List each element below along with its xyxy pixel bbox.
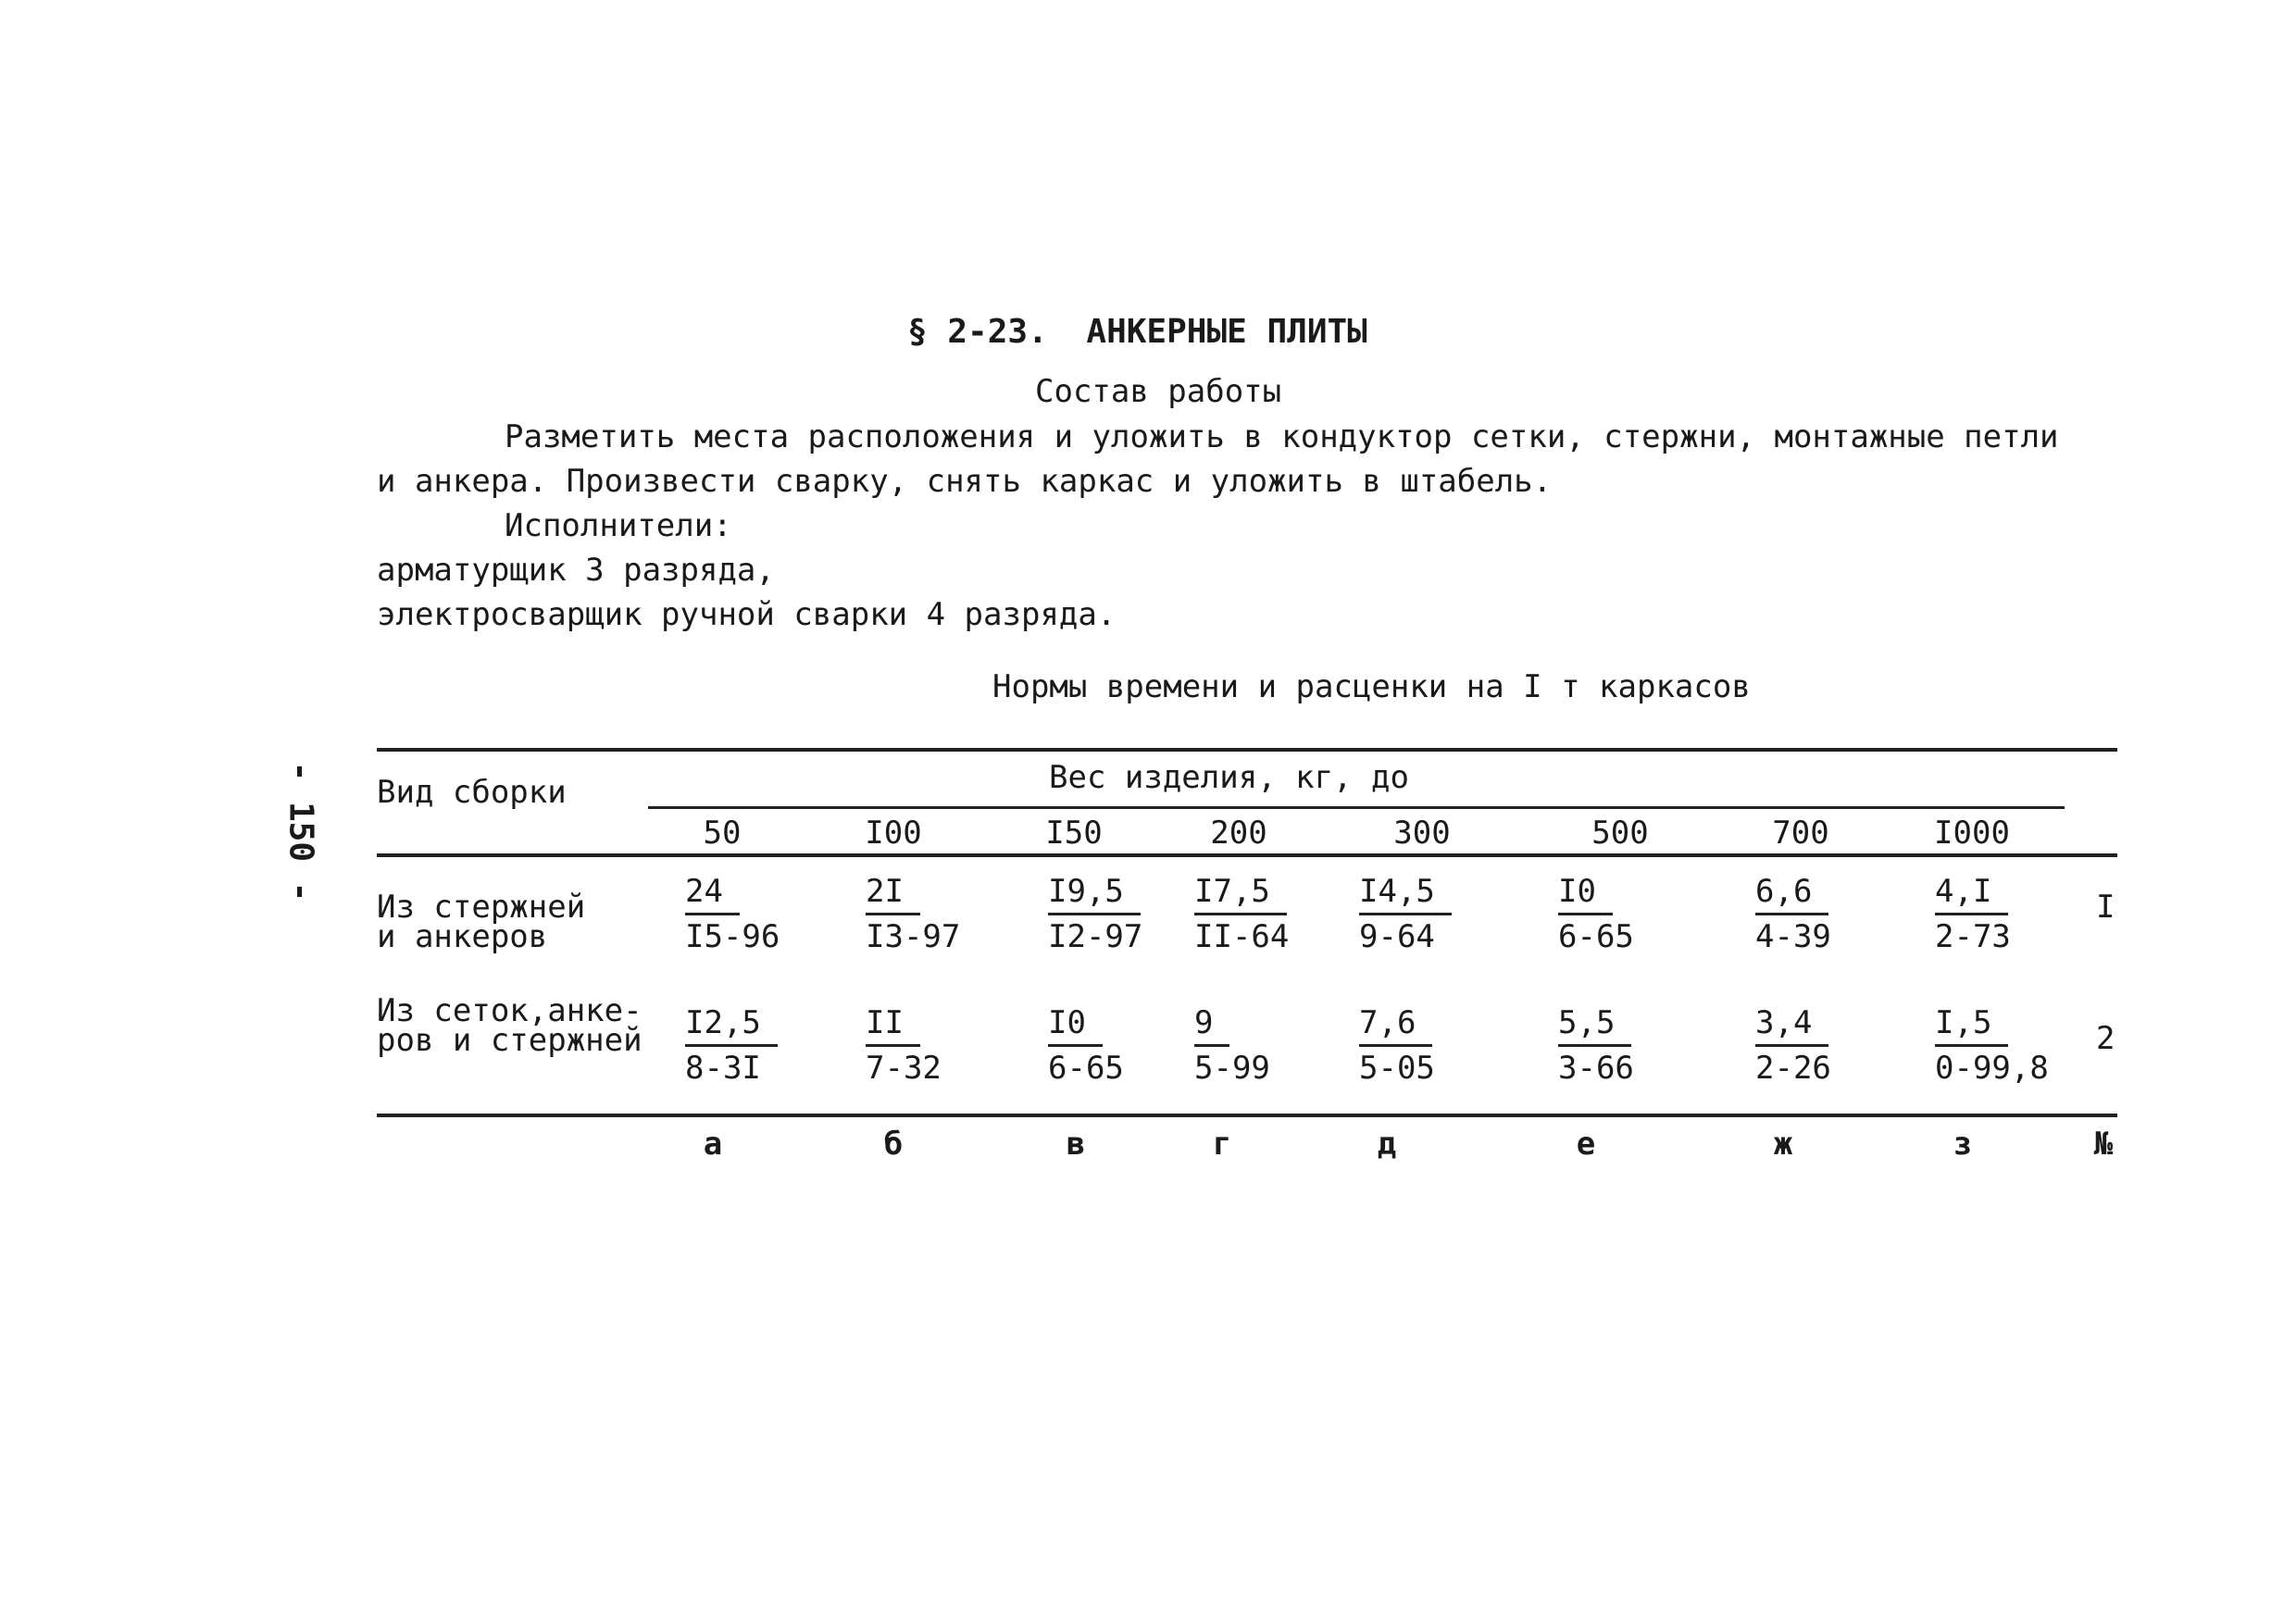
column-header: 500 — [1591, 815, 1649, 852]
rate-value: I2-97 — [1048, 918, 1143, 955]
column-letter: д — [1377, 1126, 1397, 1163]
row-label — [377, 889, 586, 955]
norm-value: 9 — [1194, 1002, 1229, 1047]
table-cell — [1755, 870, 1831, 958]
column-letter: ж — [1773, 1126, 1793, 1163]
norm-value: 3,4 — [1755, 1002, 1828, 1047]
table-cell — [1194, 1002, 1270, 1089]
table-cell — [1194, 870, 1289, 958]
group-rule — [648, 806, 2065, 809]
section-heading — [907, 313, 1367, 351]
page-number-text: - 150 - — [281, 761, 320, 902]
column-letter: г — [1212, 1126, 1232, 1163]
norm-value: I2,5 — [685, 1002, 778, 1047]
norm-value: 4,I — [1935, 870, 2008, 915]
norm-value: 6,6 — [1755, 870, 1828, 915]
work-line-2: и анкера. Произвести сварку, снять каркас и уложить в штабель. — [377, 463, 1553, 500]
section-number: § 2-23. — [907, 313, 1048, 351]
column-letter: б — [883, 1126, 904, 1163]
rate-value: 9-64 — [1359, 918, 1435, 955]
rate-value: II-64 — [1194, 918, 1290, 955]
row-label-line: ров и стержней — [377, 1022, 643, 1059]
row-label — [377, 992, 643, 1059]
table-cell — [866, 870, 960, 958]
rate-value: I3-97 — [866, 918, 961, 955]
column-letter: а — [703, 1126, 723, 1163]
table-cell — [1359, 1002, 1435, 1089]
rate-value: 8-3I — [685, 1050, 761, 1087]
norm-value: II — [866, 1002, 920, 1047]
column-letter: з — [1953, 1126, 1973, 1163]
column-letter: е — [1576, 1126, 1596, 1163]
performers-heading: Исполнители: — [505, 507, 732, 544]
rate-value: 6-65 — [1558, 918, 1634, 955]
table-cell — [685, 870, 780, 958]
table-caption: Нормы времени и расценки на I т каркасов — [992, 668, 1751, 705]
column-header: 200 — [1210, 815, 1267, 852]
row-label-line: Из сеток,анке- — [377, 992, 643, 1029]
norm-value: 2I — [866, 870, 920, 915]
row-header: Вид сборки — [377, 774, 567, 811]
norm-value: I7,5 — [1194, 870, 1287, 915]
rate-value: 3-66 — [1558, 1050, 1634, 1087]
rate-value: 5-05 — [1359, 1050, 1435, 1087]
norm-value: I0 — [1048, 1002, 1103, 1047]
row-number: I — [2096, 889, 2115, 926]
table-cell — [1755, 1002, 1831, 1089]
rate-value: 2-73 — [1935, 918, 2011, 955]
section-title: АНКЕРНЫЕ ПЛИТЫ — [1086, 313, 1367, 351]
rate-value: I5-96 — [685, 918, 780, 955]
performer-1: арматурщик 3 разряда, — [377, 552, 775, 589]
rate-value: 4-39 — [1755, 918, 1831, 955]
norm-value: I,5 — [1935, 1002, 2008, 1047]
norm-value: 24 — [685, 870, 740, 915]
column-header: I50 — [1045, 815, 1103, 852]
performer-2: электросварщик ручной сварки 4 разряда. — [377, 596, 1117, 633]
norm-value: I9,5 — [1048, 870, 1141, 915]
table-cell — [1935, 1002, 2049, 1089]
table-top-rule — [377, 748, 2117, 752]
work-line-1: Разметить места расположения и уложить в кондуктор сетки, стержни, монтажные петли — [505, 418, 2059, 455]
norm-value: 7,6 — [1359, 1002, 1432, 1047]
column-header: 700 — [1772, 815, 1829, 852]
table-cell — [1558, 870, 1634, 958]
rate-value: 2-26 — [1755, 1050, 1831, 1087]
table-cell — [685, 1002, 778, 1089]
rate-value: 0-99,8 — [1935, 1050, 2049, 1087]
group-header: Вес изделия, кг, до — [1049, 759, 1409, 796]
table-cell — [1359, 870, 1452, 958]
column-header: I00 — [865, 815, 922, 852]
table-bottom-rule — [377, 1114, 2117, 1117]
norm-value: 5,5 — [1558, 1002, 1631, 1047]
column-header: I000 — [1934, 815, 2010, 852]
table-cell — [1935, 870, 2011, 958]
table-cell — [1048, 870, 1142, 958]
rate-value: 5-99 — [1194, 1050, 1270, 1087]
table-cell — [1558, 1002, 1634, 1089]
norm-value: I0 — [1558, 870, 1613, 915]
row-number: 2 — [2096, 1020, 2115, 1057]
number-symbol: № — [2093, 1126, 2114, 1163]
column-header: 300 — [1393, 815, 1451, 852]
column-letter: в — [1066, 1126, 1086, 1163]
table-cell — [866, 1002, 942, 1089]
row-label-line: Из стержней — [377, 889, 586, 926]
rate-value: 7-32 — [866, 1050, 942, 1087]
column-header: 50 — [703, 815, 742, 852]
row-label-line: и анкеров — [377, 918, 548, 955]
norm-value: I4,5 — [1359, 870, 1452, 915]
header-bottom-rule — [377, 853, 2117, 857]
rate-value: 6-65 — [1048, 1050, 1124, 1087]
table-cell — [1048, 1002, 1124, 1089]
work-heading: Состав работы — [1035, 373, 1282, 410]
